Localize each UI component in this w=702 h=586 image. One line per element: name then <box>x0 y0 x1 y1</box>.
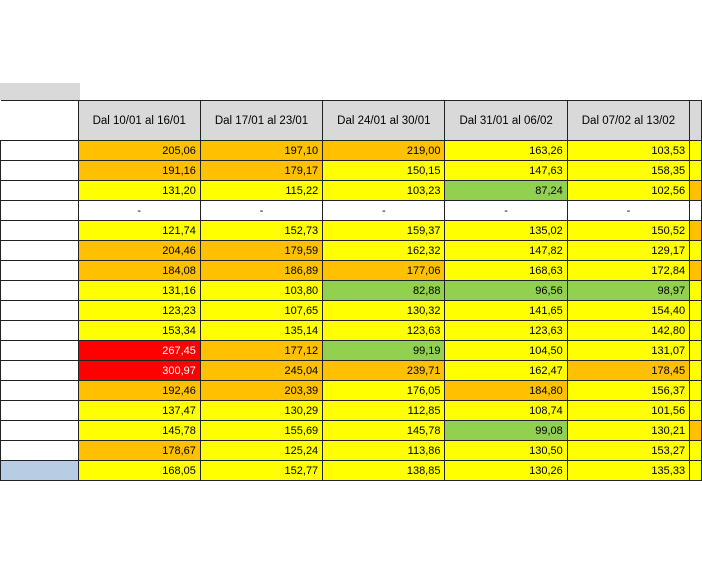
value-cell[interactable]: 141,65 <box>445 301 567 321</box>
row-label-cell[interactable] <box>1 221 79 241</box>
value-cell[interactable]: 103,53 <box>567 141 689 161</box>
value-cell[interactable]: 178,67 <box>78 441 200 461</box>
value-cell-partial[interactable] <box>690 341 702 361</box>
table-row <box>1 401 702 421</box>
value-cell-partial[interactable] <box>690 281 702 301</box>
table-row <box>1 161 702 181</box>
value-cell[interactable]: 130,50 <box>445 441 567 461</box>
value-cell[interactable]: 82,88 <box>323 281 445 301</box>
value-cell[interactable]: 179,17 <box>200 161 322 181</box>
value-cell[interactable]: 184,80 <box>445 381 567 401</box>
column-header[interactable]: Dal 10/01 al 16/01 <box>78 101 200 141</box>
value-cell[interactable]: 197,10 <box>200 141 322 161</box>
value-cell[interactable]: 130,21 <box>567 421 689 441</box>
value-cell[interactable]: 168,63 <box>445 261 567 281</box>
row-label-cell[interactable] <box>1 361 79 381</box>
table-row <box>1 221 702 241</box>
value-cell-partial[interactable] <box>690 461 702 481</box>
value-cell[interactable]: 137,47 <box>78 401 200 421</box>
value-cell[interactable]: 152,73 <box>200 221 322 241</box>
table-row <box>1 341 702 361</box>
row-label-cell[interactable] <box>1 181 79 201</box>
value-cell[interactable]: 184,08 <box>78 261 200 281</box>
value-cell[interactable]: 158,35 <box>567 161 689 181</box>
value-cell[interactable]: 87,24 <box>445 181 567 201</box>
value-cell[interactable]: 145,78 <box>323 421 445 441</box>
value-cell[interactable]: 104,50 <box>445 341 567 361</box>
table-row <box>1 181 702 201</box>
value-cell[interactable]: 239,71 <box>323 361 445 381</box>
row-label-cell[interactable] <box>1 241 79 261</box>
value-cell[interactable]: 150,15 <box>323 161 445 181</box>
value-cell[interactable]: 147,82 <box>445 241 567 261</box>
value-cell[interactable]: 154,40 <box>567 301 689 321</box>
value-cell[interactable]: 147,63 <box>445 161 567 181</box>
value-cell[interactable]: 159,37 <box>323 221 445 241</box>
value-cell[interactable]: 150,52 <box>567 221 689 241</box>
value-cell[interactable]: 156,37 <box>567 381 689 401</box>
value-cell[interactable]: - <box>323 201 445 221</box>
value-cell[interactable]: 123,63 <box>323 321 445 341</box>
value-cell[interactable]: 103,23 <box>323 181 445 201</box>
value-cell[interactable]: 113,86 <box>323 441 445 461</box>
value-cell[interactable]: 153,27 <box>567 441 689 461</box>
value-cell[interactable]: 129,17 <box>567 241 689 261</box>
value-cell[interactable]: 186,89 <box>200 261 322 281</box>
row-label-cell[interactable] <box>1 161 79 181</box>
value-cell-partial[interactable] <box>690 421 702 441</box>
value-cell[interactable]: 121,74 <box>78 221 200 241</box>
row-label-cell[interactable] <box>1 261 79 281</box>
value-cell[interactable]: 177,12 <box>200 341 322 361</box>
value-cell[interactable]: 162,32 <box>323 241 445 261</box>
row-label-cell[interactable] <box>1 321 79 341</box>
value-cell[interactable]: 152,77 <box>200 461 322 481</box>
table-row <box>1 301 702 321</box>
value-cell[interactable]: 192,46 <box>78 381 200 401</box>
value-cell[interactable]: 103,80 <box>200 281 322 301</box>
row-label-cell[interactable] <box>1 401 79 421</box>
column-header[interactable]: Dal 07/02 al 13/02 <box>567 101 689 141</box>
value-cell[interactable]: 99,19 <box>323 341 445 361</box>
value-cell-partial[interactable] <box>690 141 702 161</box>
table-row <box>1 321 702 341</box>
row-label-cell[interactable] <box>1 281 79 301</box>
value-cell[interactable]: - <box>78 201 200 221</box>
table-row <box>1 441 702 461</box>
value-cell-partial[interactable] <box>690 201 702 221</box>
table-row <box>1 141 702 161</box>
value-cell[interactable]: 204,46 <box>78 241 200 261</box>
value-cell-partial[interactable] <box>690 381 702 401</box>
value-cell[interactable]: 300,97 <box>78 361 200 381</box>
row-label-header[interactable] <box>1 101 79 141</box>
value-cell[interactable]: 176,05 <box>323 381 445 401</box>
value-cell[interactable]: 162,47 <box>445 361 567 381</box>
column-header[interactable]: Dal 31/01 al 06/02 <box>445 101 567 141</box>
row-label-cell[interactable] <box>1 201 79 221</box>
value-cell[interactable]: 178,45 <box>567 361 689 381</box>
value-cell[interactable]: 267,45 <box>78 341 200 361</box>
value-cell[interactable]: 179,59 <box>200 241 322 261</box>
value-cell[interactable]: 219,00 <box>323 141 445 161</box>
value-cell[interactable]: 115,22 <box>200 181 322 201</box>
grey-header-bar <box>0 83 80 100</box>
table-body <box>1 141 702 481</box>
value-cell[interactable]: 245,04 <box>200 361 322 381</box>
value-cell[interactable]: 138,85 <box>323 461 445 481</box>
row-label-cell[interactable] <box>1 461 79 481</box>
value-cell[interactable]: 163,26 <box>445 141 567 161</box>
value-cell[interactable]: 102,56 <box>567 181 689 201</box>
value-cell[interactable]: 123,23 <box>78 301 200 321</box>
value-cell[interactable]: 123,63 <box>445 321 567 341</box>
table-row <box>1 241 702 261</box>
value-cell[interactable]: 205,06 <box>78 141 200 161</box>
column-header[interactable]: Dal 24/01 al 30/01 <box>323 101 445 141</box>
row-label-cell[interactable] <box>1 421 79 441</box>
table-row <box>1 421 702 441</box>
value-cell[interactable]: - <box>445 201 567 221</box>
value-cell-partial[interactable] <box>690 401 702 421</box>
value-cell[interactable]: 191,16 <box>78 161 200 181</box>
value-cell[interactable]: 130,29 <box>200 401 322 421</box>
value-cell-partial[interactable] <box>690 161 702 181</box>
column-header[interactable]: Dal 17/01 al 23/01 <box>200 101 322 141</box>
value-cell[interactable]: 135,14 <box>200 321 322 341</box>
value-cell[interactable]: 135,33 <box>567 461 689 481</box>
value-cell[interactable]: 131,20 <box>78 181 200 201</box>
table-row <box>1 381 702 401</box>
value-cell[interactable]: 145,78 <box>78 421 200 441</box>
value-cell[interactable]: 177,06 <box>323 261 445 281</box>
value-cell[interactable]: 153,34 <box>78 321 200 341</box>
value-cell[interactable]: - <box>567 201 689 221</box>
value-cell[interactable]: 99,08 <box>445 421 567 441</box>
value-cell[interactable]: 168,05 <box>78 461 200 481</box>
value-cell-partial[interactable] <box>690 441 702 461</box>
value-cell[interactable]: 108,74 <box>445 401 567 421</box>
column-header-partial[interactable] <box>690 101 702 141</box>
value-cell-partial[interactable] <box>690 361 702 381</box>
value-cell[interactable]: 203,39 <box>200 381 322 401</box>
row-label-cell[interactable] <box>1 301 79 321</box>
value-cell[interactable]: 101,56 <box>567 401 689 421</box>
table-row <box>1 281 702 301</box>
value-cell[interactable]: 155,69 <box>200 421 322 441</box>
row-label-cell[interactable] <box>1 341 79 361</box>
spreadsheet-table <box>0 100 702 481</box>
value-cell[interactable]: 131,16 <box>78 281 200 301</box>
value-cell[interactable]: 96,56 <box>445 281 567 301</box>
value-cell[interactable]: - <box>200 201 322 221</box>
value-cell-partial[interactable] <box>690 321 702 341</box>
row-label-cell[interactable] <box>1 381 79 401</box>
total-row <box>1 461 702 481</box>
table-row <box>1 261 702 281</box>
value-cell[interactable]: 112,85 <box>323 401 445 421</box>
value-cell[interactable]: 172,84 <box>567 261 689 281</box>
table-row <box>1 201 702 221</box>
row-label-cell[interactable] <box>1 141 79 161</box>
value-cell-partial[interactable] <box>690 261 702 281</box>
value-cell[interactable]: 135,02 <box>445 221 567 241</box>
value-cell-partial[interactable] <box>690 301 702 321</box>
value-cell[interactable]: 142,80 <box>567 321 689 341</box>
value-cell[interactable]: 131,07 <box>567 341 689 361</box>
row-label-cell[interactable] <box>1 441 79 461</box>
value-cell[interactable]: 130,32 <box>323 301 445 321</box>
value-cell[interactable]: 107,65 <box>200 301 322 321</box>
value-cell-partial[interactable] <box>690 221 702 241</box>
header-row <box>1 101 702 141</box>
value-cell-partial[interactable] <box>690 241 702 261</box>
value-cell[interactable]: 125,24 <box>200 441 322 461</box>
table-row <box>1 361 702 381</box>
value-cell[interactable]: 98,97 <box>567 281 689 301</box>
value-cell-partial[interactable] <box>690 181 702 201</box>
value-cell[interactable]: 130,26 <box>445 461 567 481</box>
